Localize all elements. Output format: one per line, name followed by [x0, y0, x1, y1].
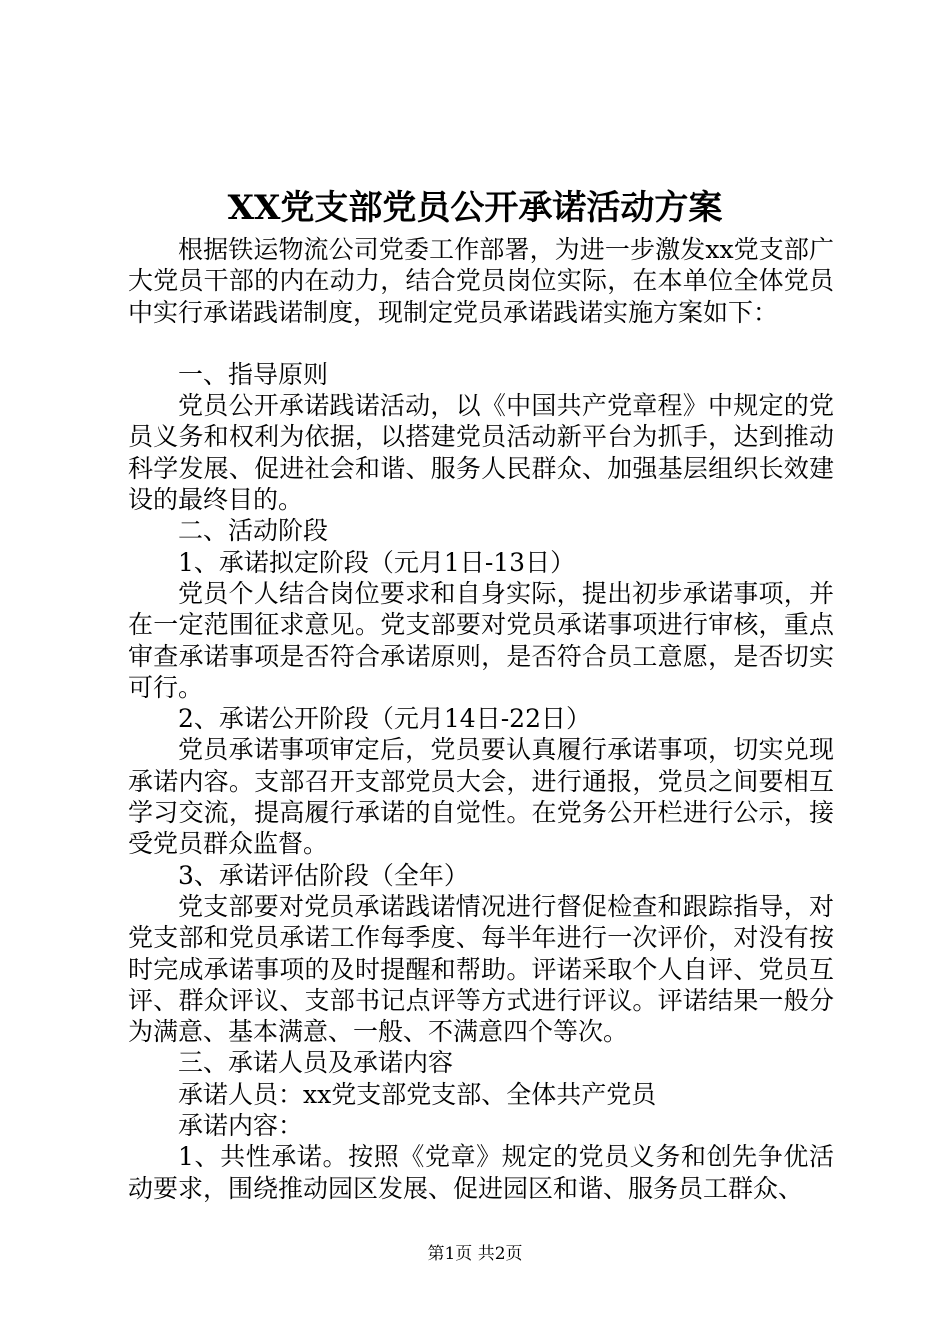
page-footer: 第1页 共2页 — [427, 1244, 523, 1264]
paragraph-stage-2: 党员承诺事项审定后，党员要认真履行承诺事项，切实兑现承诺内容。支部召开支部党员大会，进行通报，党员之间要相互学习交流，提高履行承诺的自觉性。在党务公开栏进行公示，接受党员群众监督。 — [128, 735, 834, 859]
subheading-stage-2: 2、承诺公开阶段（元月14日-22日） — [178, 704, 591, 734]
heading-commitment: 三、承诺人员及承诺内容 — [178, 1048, 454, 1078]
paragraph-common-commitment: 1、共性承诺。按照《党章》规定的党员义务和创先争优活动要求，围绕推动园区发展、促进园区和谐、服务员工群众、 — [128, 1142, 834, 1203]
paragraph-commitment-people: 承诺人员：xx党支部党支部、全体共产党员 — [178, 1079, 657, 1109]
paragraph-stage-3: 党支部要对党员承诺践诺情况进行督促检查和跟踪指导，对党支部和党员承诺工作每季度、每半年进行一次评价，对没有按时完成承诺事项的及时提醒和帮助。评诺采取个人自评、党员互评、群众评议、支部书记点评等方式进行评议。评诺结果一般分为满意、基本满意、一般、不满意四个等次。 — [128, 891, 834, 1047]
document-body — [128, 234, 834, 1204]
document-title: XX党支部党员公开承诺活动方案 — [227, 188, 723, 228]
heading-activity-stages: 二、活动阶段 — [178, 516, 329, 546]
subheading-stage-3: 3、承诺评估阶段（全年） — [178, 860, 469, 890]
paragraph-guiding-principles: 党员公开承诺践诺活动，以《中国共产党章程》中规定的党员义务和权利为依据，以搭建党员活动新平台为抓手，达到推动科学发展、促进社会和谐、服务人民群众、加强基层组织长效建设的最终目的。 — [128, 391, 834, 515]
heading-guiding-principles: 一、指导原则 — [178, 359, 329, 389]
paragraph-intro: 根据铁运物流公司党委工作部署，为进一步激发xx党支部广大党员干部的内在动力，结合党员岗位实际，在本单位全体党员中实行承诺践诺制度，现制定党员承诺践诺实施方案如下： — [128, 235, 834, 327]
paragraph-stage-1: 党员个人结合岗位要求和自身实际，提出初步承诺事项，并在一定范围征求意见。党支部要对党员承诺事项进行审核，重点审查承诺事项是否符合承诺原则，是否符合员工意愿，是否切实可行。 — [128, 578, 834, 702]
paragraph-commitment-content-label: 承诺内容： — [178, 1111, 304, 1141]
subheading-stage-1: 1、承诺拟定阶段（元月1日-13日） — [178, 547, 576, 577]
